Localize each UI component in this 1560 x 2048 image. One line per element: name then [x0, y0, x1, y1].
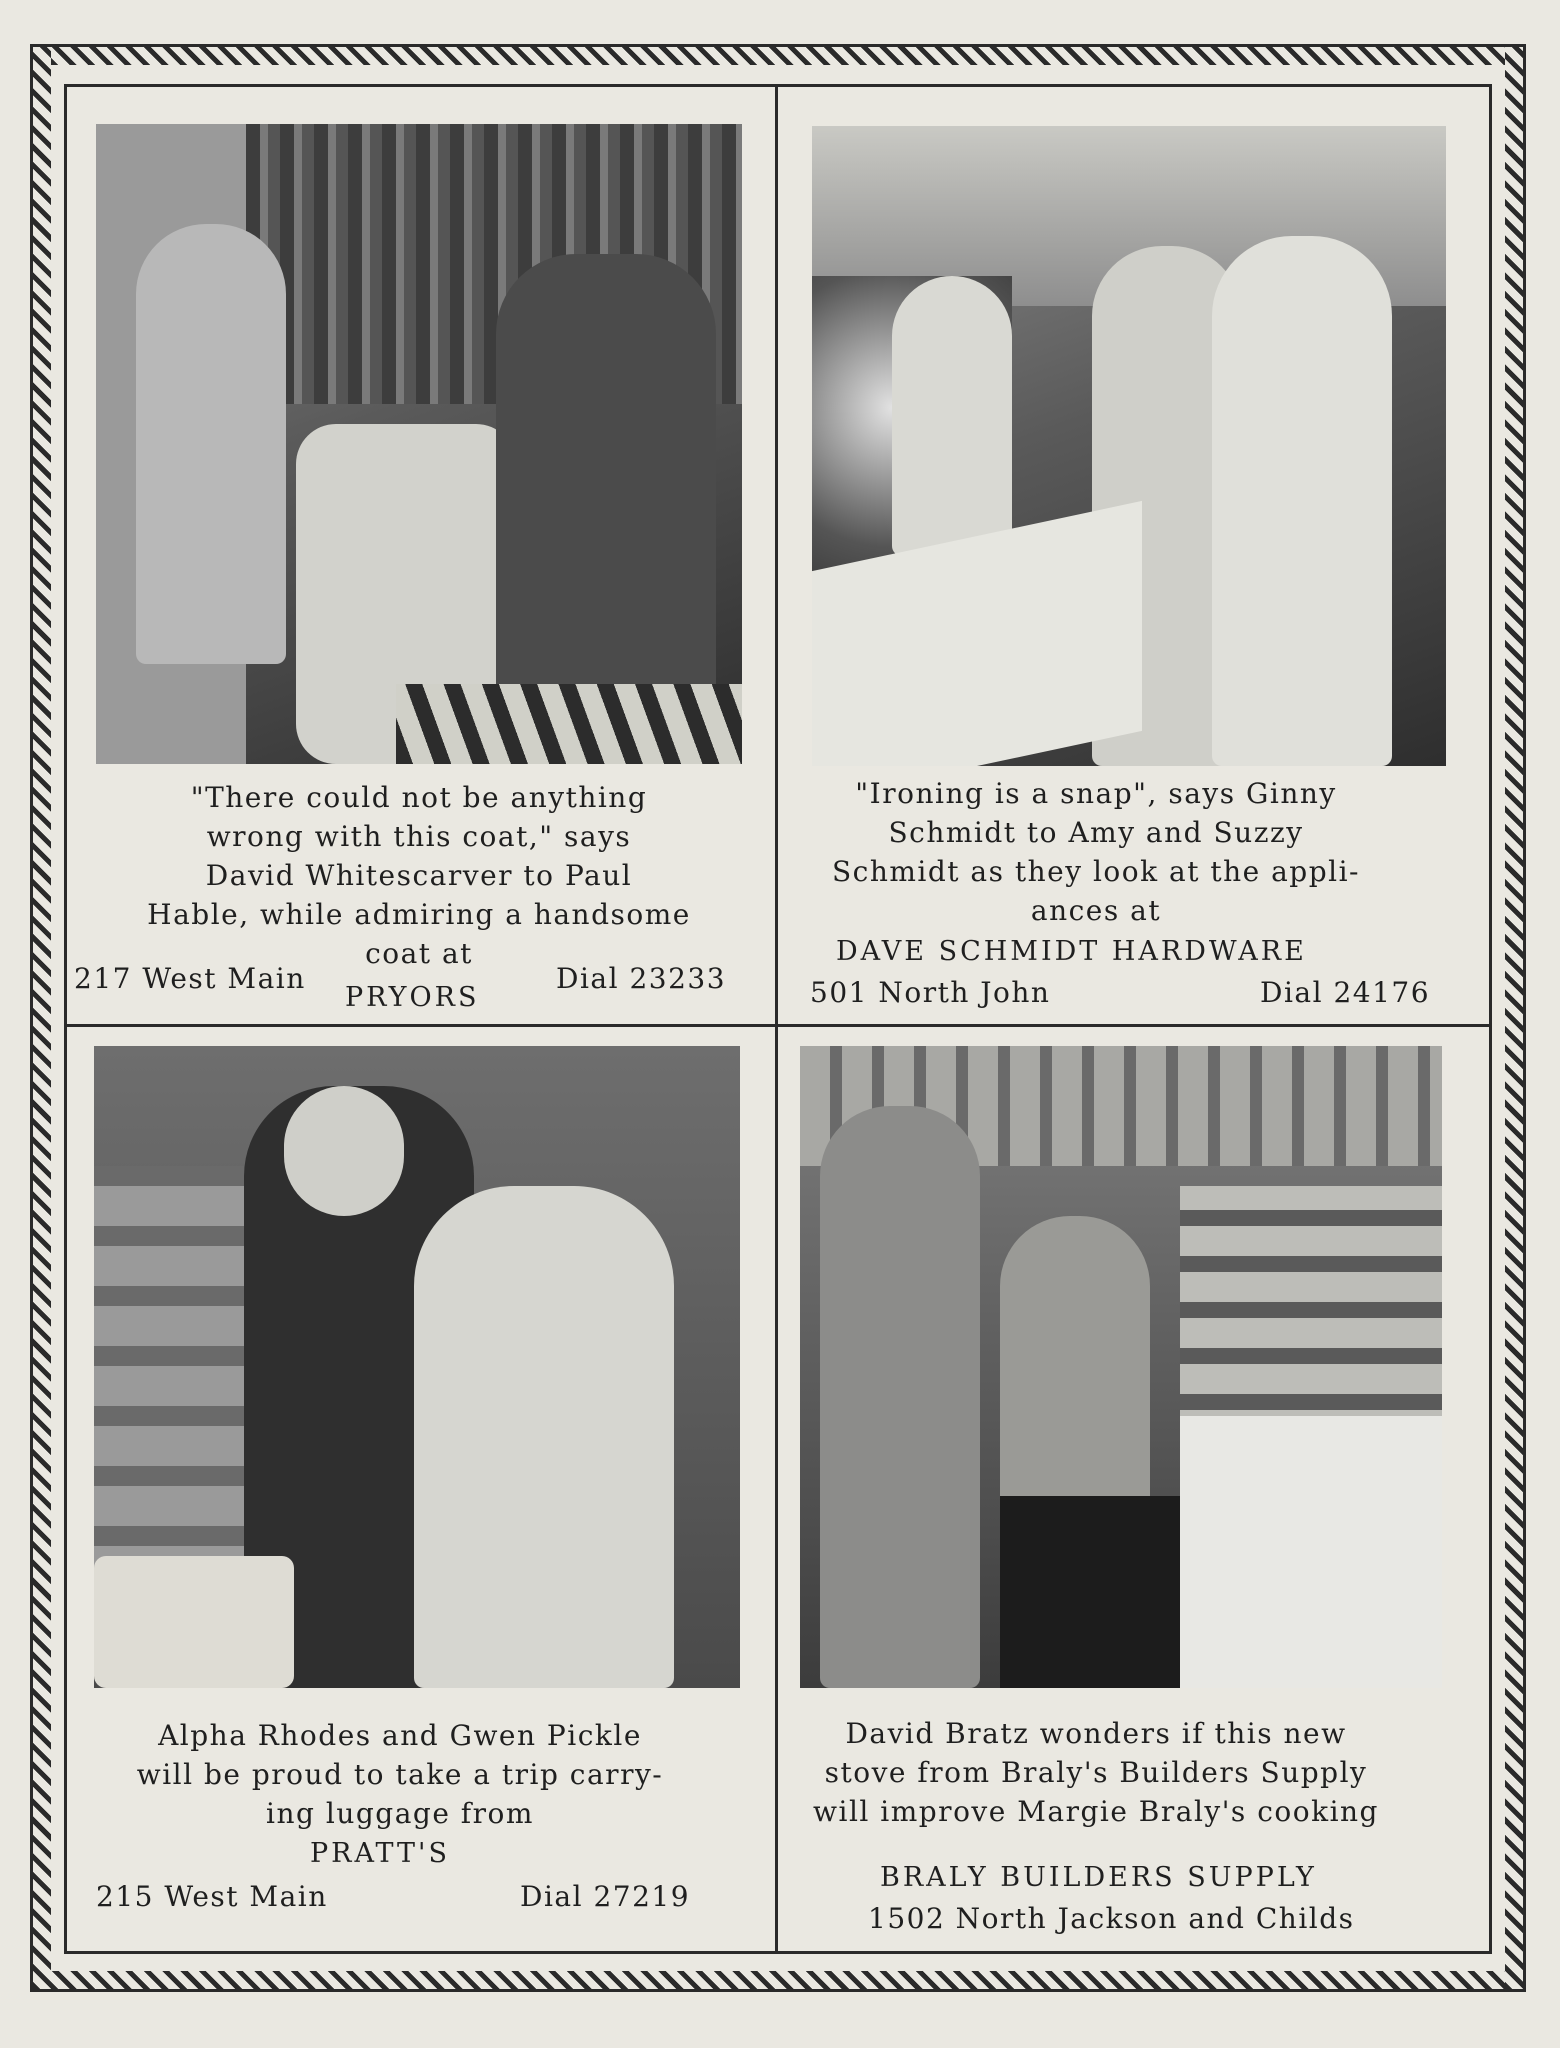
- caption-line: "There could not be anything: [190, 781, 648, 814]
- store-name-schmidt: DAVE SCHMIDT HARDWARE: [836, 936, 1307, 967]
- address-pryors: 217 West Main: [74, 962, 306, 995]
- border-right: [1505, 47, 1523, 1989]
- photo-schmidt-hardware: [812, 126, 1446, 766]
- caption-schmidt: [796, 774, 1396, 930]
- border-left: [33, 47, 51, 1989]
- photo-braly-builders: [800, 1046, 1442, 1688]
- caption-line: Schmidt to Amy and Suzzy: [888, 816, 1304, 849]
- border-top: [33, 47, 1523, 65]
- caption-line: coat at: [365, 937, 473, 970]
- caption-braly: [786, 1714, 1406, 1831]
- caption-line: ing luggage from: [266, 1797, 534, 1830]
- caption-line: Hable, while admiring a handsome: [147, 898, 691, 931]
- border-bottom: [33, 1971, 1523, 1989]
- caption-line: David Bratz wonders if this new: [845, 1717, 1347, 1750]
- caption-pryors: [96, 778, 742, 973]
- phone-pryors: Dial 23233: [556, 962, 727, 995]
- caption-line: David Whitescarver to Paul: [205, 859, 633, 892]
- grid-divider-vertical: [775, 86, 778, 1952]
- photo-pratts-luggage: [94, 1046, 740, 1688]
- caption-line: stove from Braly's Builders Supply: [824, 1756, 1368, 1789]
- phone-pratts: Dial 27219: [520, 1880, 691, 1913]
- address-pratts: 215 West Main: [96, 1880, 328, 1913]
- phone-schmidt: Dial 24176: [1260, 976, 1431, 1009]
- caption-line: wrong with this coat," says: [206, 820, 632, 853]
- store-name-braly: BRALY BUILDERS SUPPLY: [880, 1862, 1317, 1893]
- store-name-pryors: PRYORS: [345, 982, 480, 1013]
- caption-line: Alpha Rhodes and Gwen Pickle: [158, 1719, 642, 1752]
- address-braly: 1502 North Jackson and Childs: [868, 1902, 1355, 1935]
- caption-line: ances at: [1030, 894, 1162, 927]
- caption-line: "Ironing is a snap", says Ginny: [855, 777, 1337, 810]
- store-name-pratts: PRATT'S: [310, 1838, 450, 1869]
- caption-line: will be proud to take a trip carry-: [136, 1758, 664, 1791]
- photo-pryors-clothing: [96, 124, 742, 764]
- caption-line: will improve Margie Braly's cooking: [813, 1795, 1379, 1828]
- address-schmidt: 501 North John: [810, 976, 1051, 1009]
- caption-line: Schmidt as they look at the appli-: [831, 855, 1361, 888]
- caption-pratts: [80, 1716, 720, 1833]
- grid-divider-horizontal: [66, 1024, 1490, 1027]
